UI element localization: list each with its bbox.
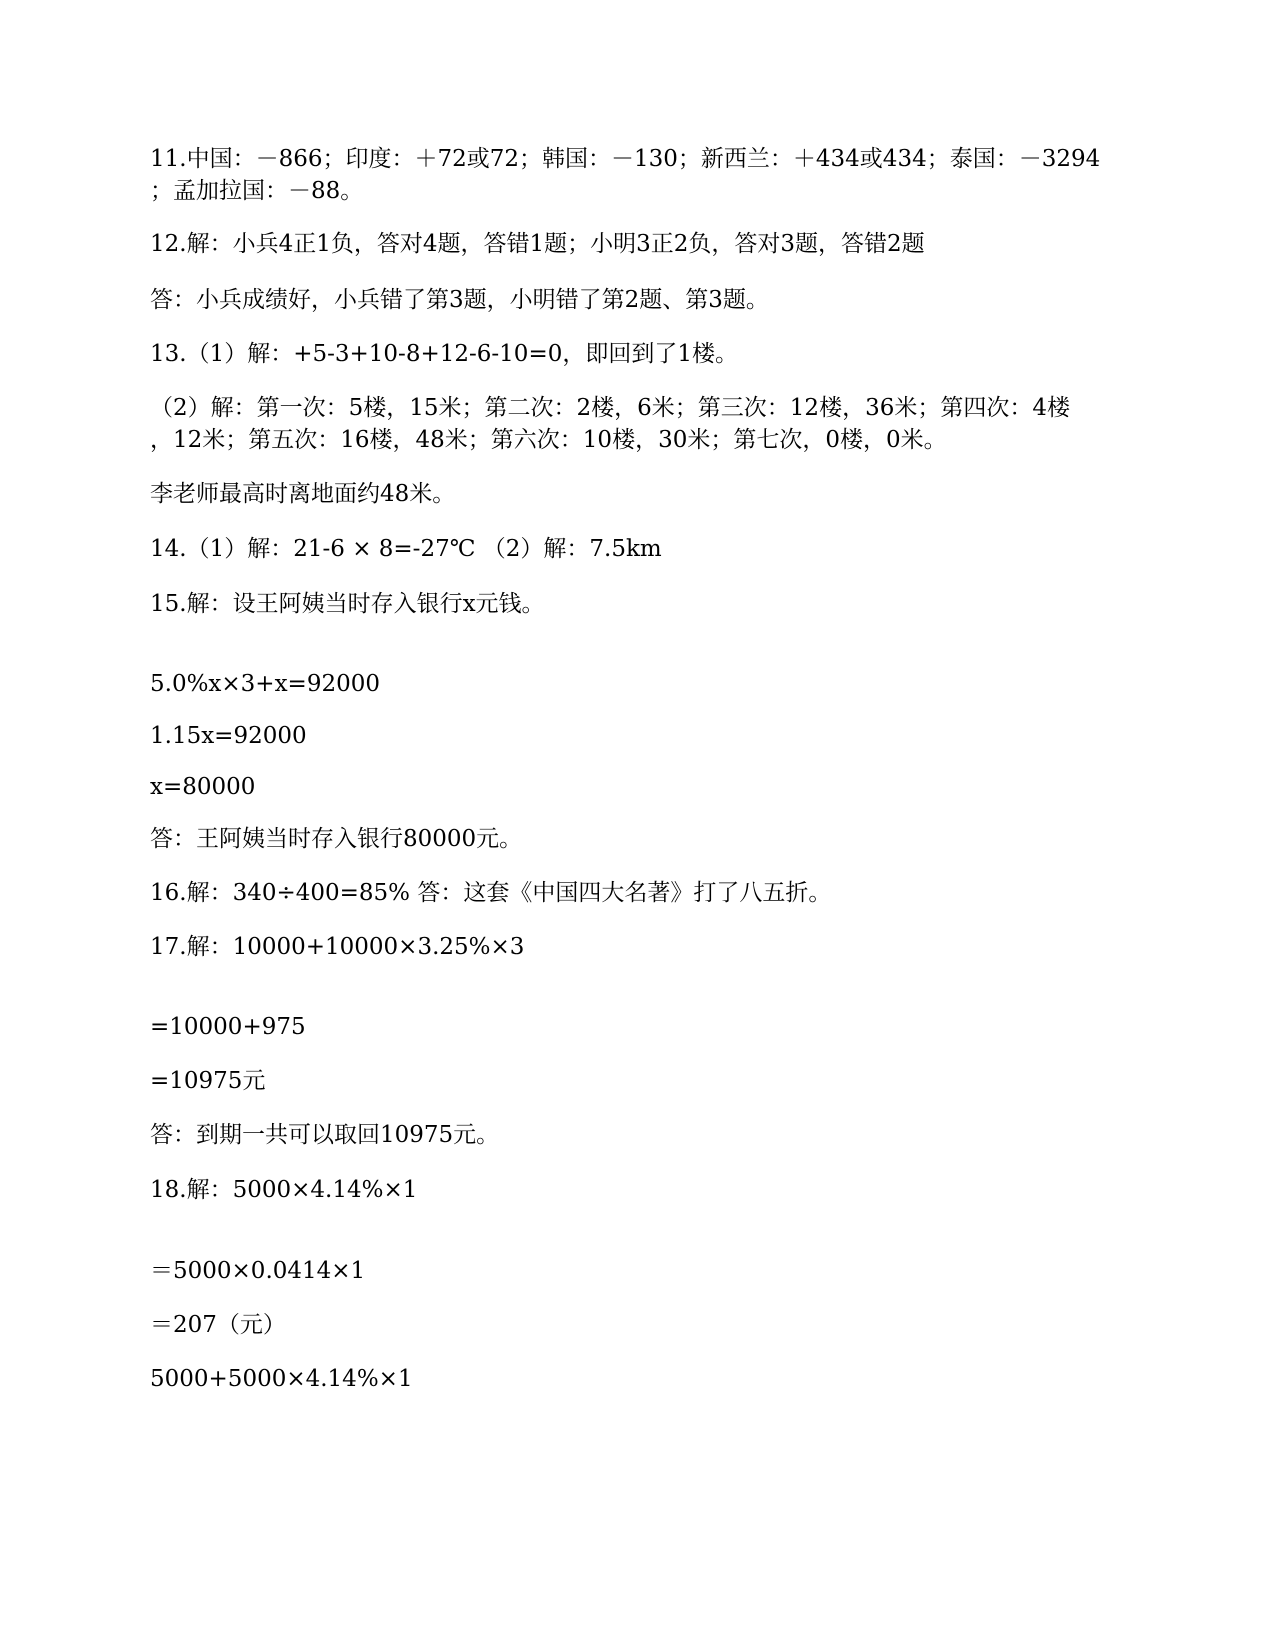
answer-17-step-1: =10000+975 xyxy=(150,1014,306,1040)
answer-14: 14.（1）解：21-6 × 8=-27℃ （2）解：7.5km xyxy=(150,536,662,562)
answer-13-conclusion: 李老师最高时离地面约48米。 xyxy=(150,481,456,507)
answer-15-equation-2: 1.15x=92000 xyxy=(150,723,307,749)
answer-13-part-2-line-2: ，12米；第五次：16楼，48米；第六次：10楼，30米；第七次，0楼，0米。 xyxy=(150,427,947,453)
answer-18-setup: 18.解：5000×4.14%×1 xyxy=(150,1177,418,1203)
answer-15-setup: 15.解：设王阿姨当时存入银行x元钱。 xyxy=(150,591,545,617)
answer-18-step-1: ＝5000×0.0414×1 xyxy=(150,1258,366,1284)
answer-11-line-1: 11.中国：－866；印度：＋72或72；韩国：－130；新西兰：＋434或434；泰国：－3294 xyxy=(150,146,1101,172)
answer-13-part-2-line-1: （2）解：第一次：5楼，15米；第二次：2楼，6米；第三次：12楼，36米；第四次：4楼 xyxy=(150,395,1070,421)
answer-17-setup: 17.解：10000+10000×3.25%×3 xyxy=(150,934,525,960)
answer-18-step-3: 5000+5000×4.14%×1 xyxy=(150,1366,413,1392)
answer-15-equation-3: x=80000 xyxy=(150,774,256,800)
answer-12-solution: 12.解：小兵4正1负，答对4题，答错1题；小明3正2负，答对3题，答错2题 xyxy=(150,231,925,257)
answer-17-step-2: =10975元 xyxy=(150,1068,266,1094)
answer-13-part-1: 13.（1）解：+5-3+10-8+12-6-10=0，即回到了1楼。 xyxy=(150,341,738,367)
answer-12-conclusion: 答：小兵成绩好，小兵错了第3题，小明错了第2题、第3题。 xyxy=(150,287,769,313)
answer-16: 16.解：340÷400=85% 答：这套《中国四大名著》打了八五折。 xyxy=(150,880,832,906)
answer-15-equation-1: 5.0%x×3+x=92000 xyxy=(150,671,380,697)
answer-15-conclusion: 答：王阿姨当时存入银行80000元。 xyxy=(150,826,523,852)
answer-18-step-2: ＝207（元） xyxy=(150,1312,286,1338)
answer-11-line-2: ；孟加拉国：－88。 xyxy=(150,178,364,204)
answer-17-conclusion: 答：到期一共可以取回10975元。 xyxy=(150,1122,500,1148)
